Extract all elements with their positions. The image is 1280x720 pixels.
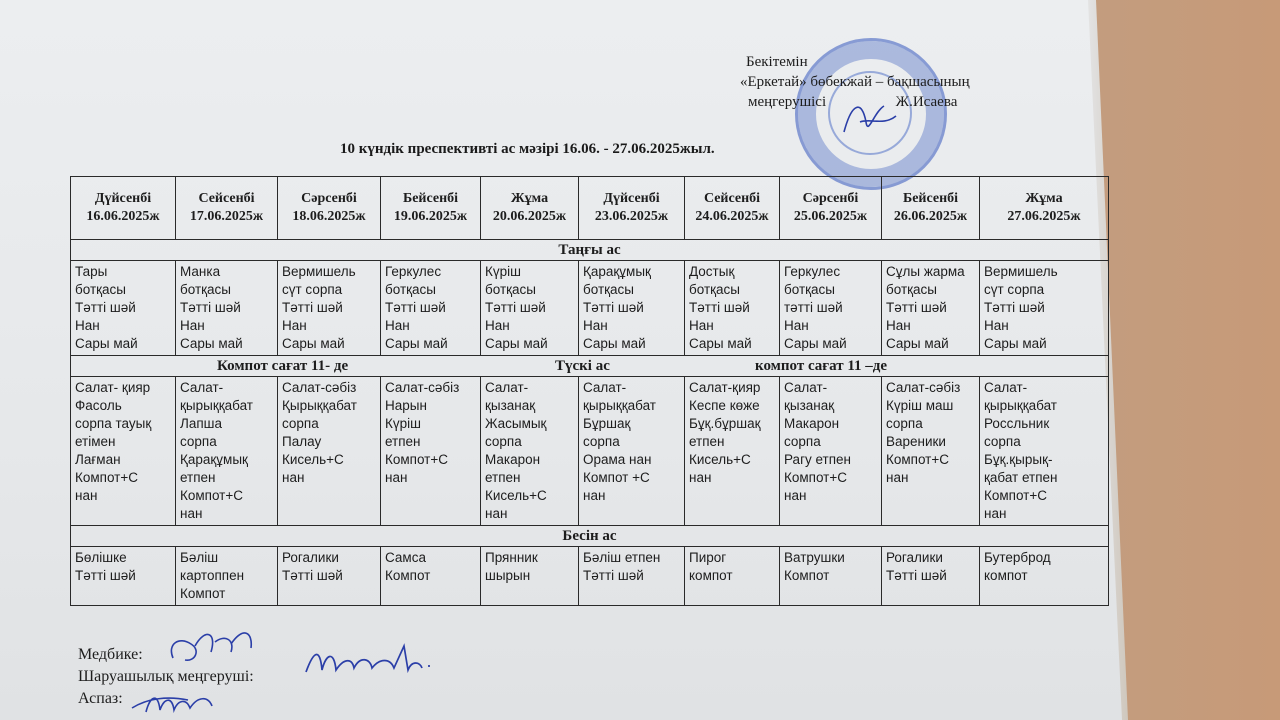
lunch-section-left: Компот сағат 11- де	[217, 358, 349, 374]
menu-item: Нан	[689, 318, 714, 333]
approval-name: Ж.Исаева	[895, 94, 958, 110]
menu-item: қырыққабат	[583, 398, 656, 413]
lunch-cell	[278, 377, 381, 526]
menu-item: компот	[984, 568, 1028, 583]
menu-item: Салат-сәбіз	[385, 380, 460, 395]
menu-item: Геркулес	[385, 264, 442, 279]
header-row	[71, 177, 1109, 240]
breakfast-cell	[780, 261, 882, 356]
menu-item: Салат-	[485, 380, 529, 395]
snack-cell	[381, 547, 481, 606]
menu-item: Нан	[984, 318, 1009, 333]
menu-item: сорпа	[784, 434, 821, 449]
menu-item: картоппен	[180, 568, 245, 583]
menu-item: сүт сорпа	[282, 282, 343, 297]
menu-item: Бұқ.бұршақ	[689, 416, 761, 431]
menu-item: нан	[75, 488, 98, 503]
menu-item: ботқасы	[180, 282, 231, 297]
menu-item: Сары май	[485, 336, 548, 351]
snack-cell	[882, 547, 980, 606]
menu-item: етпен	[385, 434, 421, 449]
menu-item: Сары май	[583, 336, 646, 351]
menu-item: Достық	[689, 264, 735, 279]
menu-item: нан	[886, 470, 909, 485]
breakfast-section-label: Таңғы ас	[71, 240, 1109, 261]
snack-cell	[481, 547, 579, 606]
menu-item: Сары май	[282, 336, 345, 351]
menu-item: Компот+С	[886, 452, 949, 467]
day-header: Сәрсенбі 18.06.2025ж	[278, 177, 381, 240]
menu-item: етпен	[485, 470, 521, 485]
menu-item: ботқасы	[784, 282, 835, 297]
day-header: Сәрсенбі 25.06.2025ж	[780, 177, 882, 240]
menu-item: Салат-	[180, 380, 224, 395]
menu-item: сорпа тауық	[75, 416, 152, 431]
menu-item: сорпа	[282, 416, 319, 431]
menu-item: Тәтті шәй	[984, 300, 1045, 315]
breakfast-cell	[381, 261, 481, 356]
menu-item: нан	[784, 488, 807, 503]
menu-item: Тәтті шәй	[886, 568, 947, 583]
menu-item: Рагу етпен	[784, 452, 852, 467]
menu-item: ботқасы	[385, 282, 436, 297]
menu-item: ботқасы	[583, 282, 634, 297]
menu-item: қызанақ	[784, 398, 835, 413]
breakfast-cell	[176, 261, 278, 356]
breakfast-row	[71, 261, 1109, 356]
menu-item: Компот	[385, 568, 431, 583]
menu-item: Салат- қияр	[75, 380, 151, 395]
menu-item: Нан	[282, 318, 307, 333]
menu-item: Тәтті шәй	[583, 300, 644, 315]
menu-item: Бәліш	[180, 550, 219, 565]
menu-item: Самса	[385, 550, 426, 565]
footer-cook-label: Аспаз:	[78, 690, 123, 707]
lunch-section-right: компот сағат 11 –де	[755, 358, 887, 374]
menu-item: Нан	[886, 318, 911, 333]
menu-item: Фасоль	[75, 398, 122, 413]
breakfast-cell	[882, 261, 980, 356]
day-header: Сейсенбі 17.06.2025ж	[176, 177, 278, 240]
menu-item: Кисель+С	[485, 488, 547, 503]
menu-item: Вермишель	[984, 264, 1058, 279]
menu-item: Рогалики	[886, 550, 943, 565]
menu-item: Тәтті шәй	[75, 300, 136, 315]
day-header: Жұма 20.06.2025ж	[481, 177, 579, 240]
menu-item: Рогалики	[282, 550, 339, 565]
menu-item: Салат-	[784, 380, 828, 395]
menu-item: қызанақ	[485, 398, 536, 413]
menu-item: Компот	[784, 568, 830, 583]
menu-item: Манка	[180, 264, 221, 279]
snack-cell	[278, 547, 381, 606]
menu-item: Қарақұмық	[583, 264, 651, 279]
menu-item: қабат етпен	[984, 470, 1058, 485]
approval-line-2: «Еркетай» бөбекжай – бақшасының	[740, 74, 970, 90]
menu-item: Кисель+С	[689, 452, 751, 467]
menu-item: Күріш	[385, 416, 421, 431]
menu-item: Тәтті шәй	[583, 568, 644, 583]
day-header: Сейсенбі 24.06.2025ж	[685, 177, 780, 240]
menu-item: Сары май	[75, 336, 138, 351]
day-header: Дүйсенбі 16.06.2025ж	[71, 177, 176, 240]
day-header: Жұма 27.06.2025ж	[980, 177, 1109, 240]
menu-item: Тәтті шәй	[282, 300, 343, 315]
approval-position: меңгерушісі	[748, 94, 827, 110]
menu-item: нан	[689, 470, 712, 485]
cook-signature	[128, 682, 223, 720]
menu-item: сорпа	[583, 434, 620, 449]
menu-item: Нан	[385, 318, 410, 333]
menu-item: Тәтті шәй	[180, 300, 241, 315]
menu-item: Тәтті шәй	[75, 568, 136, 583]
menu-item: Қырыққабат	[282, 398, 357, 413]
menu-item: Тәтті шәй	[485, 300, 546, 315]
breakfast-cell	[71, 261, 176, 356]
snack-cell	[579, 547, 685, 606]
menu-item: Бутерброд	[984, 550, 1051, 565]
menu-item: Тәтті шәй	[385, 300, 446, 315]
lunch-cell	[780, 377, 882, 526]
menu-item: нан	[282, 470, 305, 485]
footer-nurse-label: Медбике:	[78, 646, 143, 663]
menu-item: Сары май	[984, 336, 1047, 351]
snack-section-row	[71, 526, 1109, 547]
day-header: Бейсенбі 26.06.2025ж	[882, 177, 980, 240]
menu-item: Нан	[485, 318, 510, 333]
menu-item: Сары май	[385, 336, 448, 351]
menu-item: Нан	[180, 318, 205, 333]
menu-item: Прянник	[485, 550, 538, 565]
menu-item: Сары май	[886, 336, 949, 351]
footer-manager-label: Шаруашылық меңгеруші:	[78, 668, 254, 685]
menu-item: етпен	[689, 434, 725, 449]
menu-item: Тәтті шәй	[886, 300, 947, 315]
menu-item: Тәтті шәй	[282, 568, 343, 583]
menu-item: Кисель+С	[282, 452, 344, 467]
menu-item: Нан	[583, 318, 608, 333]
menu-item: Макарон	[485, 452, 541, 467]
menu-item: Салат-	[583, 380, 627, 395]
menu-item: Күріш	[485, 264, 521, 279]
lunch-row	[71, 377, 1109, 526]
menu-item: Вареники	[886, 434, 946, 449]
menu-item: Орама нан	[583, 452, 652, 467]
lunch-cell	[579, 377, 685, 526]
menu-item: Күріш маш	[886, 398, 954, 413]
menu-item: Салат-қияр	[689, 380, 761, 395]
menu-item: Лағман	[75, 452, 121, 467]
snack-section-label: Бесін ас	[71, 526, 1109, 547]
menu-table	[70, 176, 1109, 606]
menu-item: Жасымық	[485, 416, 547, 431]
menu-item: Ватрушки	[784, 550, 845, 565]
menu-item: Салат-сәбіз	[886, 380, 961, 395]
lunch-cell	[481, 377, 579, 526]
menu-item: қырыққабат	[984, 398, 1057, 413]
snack-cell	[71, 547, 176, 606]
breakfast-cell	[980, 261, 1109, 356]
menu-item: Россльник	[984, 416, 1050, 431]
menu-item: Бұқ.қырық-	[984, 452, 1053, 467]
menu-item: сорпа	[984, 434, 1021, 449]
breakfast-cell	[278, 261, 381, 356]
menu-item: нан	[385, 470, 408, 485]
menu-item: Кеспе көже	[689, 398, 760, 413]
lunch-cell	[381, 377, 481, 526]
menu-item: Бұршақ	[583, 416, 631, 431]
lunch-section-row	[71, 356, 1109, 377]
menu-item: Сары май	[689, 336, 752, 351]
menu-item: Салат-сәбіз	[282, 380, 357, 395]
director-signature	[840, 92, 900, 142]
menu-item: нан	[485, 506, 508, 521]
lunch-cell	[176, 377, 278, 526]
menu-item: Лапша	[180, 416, 223, 431]
menu-item: шырын	[485, 568, 531, 583]
lunch-cell	[882, 377, 980, 526]
lunch-cell	[685, 377, 780, 526]
menu-item: Компот +С	[583, 470, 650, 485]
menu-item: Вермишель	[282, 264, 356, 279]
nurse-signature	[165, 622, 260, 670]
menu-item: Нан	[784, 318, 809, 333]
menu-item: Компот+С	[75, 470, 138, 485]
menu-item: сорпа	[485, 434, 522, 449]
snack-cell	[980, 547, 1109, 606]
menu-item: етпен	[180, 470, 216, 485]
lunch-cell	[71, 377, 176, 526]
menu-item: ботқасы	[886, 282, 937, 297]
menu-item: Нан	[75, 318, 100, 333]
menu-item: Пирог	[689, 550, 727, 565]
menu-item: Нарын	[385, 398, 427, 413]
menu-item: Қарақұмық	[180, 452, 248, 467]
approval-line-1: Бекітемін	[746, 54, 808, 70]
lunch-cell	[980, 377, 1109, 526]
menu-item: Бөлішке	[75, 550, 127, 565]
day-header: Бейсенбі 19.06.2025ж	[381, 177, 481, 240]
menu-item: Сары май	[784, 336, 847, 351]
lunch-section-label: Түскі ас	[555, 358, 610, 374]
menu-item: ботқасы	[485, 282, 536, 297]
menu-item: Макарон	[784, 416, 840, 431]
menu-item: Компот+С	[984, 488, 1047, 503]
menu-item: Компот+С	[180, 488, 243, 503]
menu-item: ботқасы	[689, 282, 740, 297]
menu-item: тәтті шәй	[784, 300, 843, 315]
menu-item: Компот+С	[385, 452, 448, 467]
breakfast-section-row	[71, 240, 1109, 261]
snack-row	[71, 547, 1109, 606]
day-header: Дүйсенбі 23.06.2025ж	[579, 177, 685, 240]
menu-item: Бәліш етпен	[583, 550, 661, 565]
menu-item: қырыққабат	[180, 398, 253, 413]
menu-item: Компот	[180, 586, 226, 601]
snack-cell	[780, 547, 882, 606]
document-title: 10 күндік преспективті ас мәзірі 16.06. - 27.06.2025жыл.	[340, 141, 715, 157]
menu-item: Компот+С	[784, 470, 847, 485]
approval-line-3	[740, 92, 1070, 112]
snack-cell	[176, 547, 278, 606]
menu-item: компот	[689, 568, 733, 583]
menu-item: Сары май	[180, 336, 243, 351]
manager-signature	[300, 636, 440, 682]
menu-item: Тары	[75, 264, 108, 279]
breakfast-cell	[685, 261, 780, 356]
menu-item: нан	[180, 506, 203, 521]
menu-item: Геркулес	[784, 264, 841, 279]
snack-cell	[685, 547, 780, 606]
breakfast-cell	[481, 261, 579, 356]
menu-item: ботқасы	[75, 282, 126, 297]
menu-item: Тәтті шәй	[689, 300, 750, 315]
menu-item: Сұлы жарма	[886, 264, 965, 279]
menu-item: сүт сорпа	[984, 282, 1045, 297]
menu-item: нан	[984, 506, 1007, 521]
menu-item: сорпа	[180, 434, 217, 449]
menu-item: Салат-	[984, 380, 1028, 395]
menu-item: Палау	[282, 434, 322, 449]
menu-item: сорпа	[886, 416, 923, 431]
menu-item: етімен	[75, 434, 116, 449]
breakfast-cell	[579, 261, 685, 356]
approval-block	[740, 52, 1070, 112]
menu-item: нан	[583, 488, 606, 503]
